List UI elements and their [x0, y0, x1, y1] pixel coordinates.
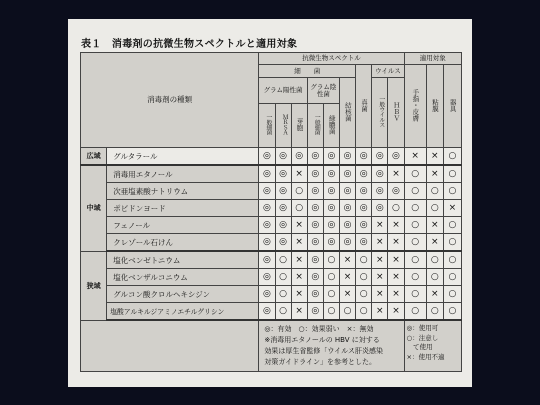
mark-cell: ○	[426, 183, 443, 200]
mark-cell: ◎	[259, 200, 275, 217]
table-row	[81, 286, 462, 303]
agent-name: 塩化ベンザルコニウム	[107, 269, 259, 286]
mark-cell: ×	[372, 217, 388, 234]
mark-cell: ×	[426, 148, 443, 166]
mark-cell: ◎	[307, 217, 323, 234]
mark-cell: ×	[443, 200, 461, 217]
mark-cell: ◎	[259, 303, 275, 321]
mark-cell: ×	[388, 234, 404, 252]
mark-cell: ◎	[275, 165, 291, 183]
mark-cell: ◎	[259, 148, 275, 166]
mark-cell: ○	[426, 303, 443, 321]
mark-cell: ○	[404, 217, 426, 234]
mark-cell: ×	[388, 286, 404, 303]
col-fungi: 真菌	[356, 65, 372, 148]
mark-cell: ◎	[307, 303, 323, 321]
mark-cell: ◎	[323, 183, 339, 200]
mark-cell: ○	[356, 286, 372, 303]
region-label: 中域	[81, 165, 107, 251]
legend-line: ×：使用不適	[406, 352, 445, 361]
mark-cell: ×	[426, 165, 443, 183]
mark-cell: ○	[275, 303, 291, 321]
footnote-line: 対策ガイドライン」を参考とした。	[264, 358, 376, 366]
mark-cell: ○	[291, 183, 307, 200]
mark-cell: ◎	[275, 183, 291, 200]
mark-cell: ◎	[259, 251, 275, 269]
mark-cell: ○	[340, 303, 356, 321]
agent-name: 次亜塩素酸ナトリウム	[107, 183, 259, 200]
mark-cell: ◎	[388, 183, 404, 200]
mark-cell: ○	[275, 286, 291, 303]
mark-cell: ◎	[372, 183, 388, 200]
mark-cell: ×	[291, 165, 307, 183]
agent-name: 塩酸アルキルジアミノエチルグリシン	[107, 303, 259, 321]
mark-cell: ◎	[259, 269, 275, 286]
mark-cell: ◎	[323, 165, 339, 183]
mark-cell: ◎	[275, 148, 291, 166]
mark-cell: ◎	[372, 200, 388, 217]
mark-cell: ◎	[307, 183, 323, 200]
col-hbv: ＨＢＶ	[388, 78, 404, 148]
mark-cell: ×	[388, 251, 404, 269]
region-label: 広域	[81, 148, 107, 166]
region-label: 狭域	[81, 251, 107, 320]
agent-name: 塩化ベンゼトニウム	[107, 251, 259, 269]
mark-cell: ◎	[275, 234, 291, 252]
virus-header: ウイルス	[372, 65, 404, 78]
mark-cell: ◎	[356, 217, 372, 234]
mark-cell: ○	[426, 200, 443, 217]
mark-cell: ◎	[291, 148, 307, 166]
mark-cell: ○	[443, 286, 461, 303]
gram-negative-header: グラム陰性菌	[307, 78, 339, 104]
table-title: 表１ 消毒剤の抗微生物スペクトルと適用対象	[81, 39, 298, 50]
mark-cell: ◎	[259, 286, 275, 303]
table-row	[81, 234, 462, 252]
table-row	[81, 200, 462, 217]
legend-line: て使用	[406, 343, 433, 351]
mark-cell: ◎	[340, 183, 356, 200]
mark-cell: ◎	[307, 286, 323, 303]
applicable-header: 適用対象	[404, 53, 461, 65]
mark-cell: ×	[291, 286, 307, 303]
table-row	[81, 269, 462, 286]
agent-name: グルコン酸クロルヘキシジン	[107, 286, 259, 303]
table-row	[81, 148, 462, 166]
mark-cell: ◎	[340, 165, 356, 183]
mark-cell: ○	[404, 200, 426, 217]
mark-cell: ○	[404, 303, 426, 321]
mark-cell: ○	[356, 303, 372, 321]
mark-cell: ◎	[340, 217, 356, 234]
mark-cell: ×	[426, 286, 443, 303]
mark-cell: ○	[323, 303, 339, 321]
mark-cell: ◎	[323, 200, 339, 217]
mark-cell: ○	[275, 269, 291, 286]
mark-cell: ○	[443, 183, 461, 200]
mark-cell: ○	[426, 269, 443, 286]
mark-cell: ×	[426, 217, 443, 234]
disinfectant-spectrum-table	[80, 52, 462, 372]
mark-cell: ◎	[307, 148, 323, 166]
mark-cell: ×	[291, 269, 307, 286]
mark-cell: ○	[443, 217, 461, 234]
mark-cell: ◎	[275, 217, 291, 234]
mark-cell: ○	[443, 148, 461, 166]
mark-cell: ×	[372, 303, 388, 321]
mark-cell: ◎	[372, 165, 388, 183]
mark-cell: ◎	[388, 148, 404, 166]
col-spores: 芽胞	[291, 104, 307, 148]
agent-name: ポビドンヨード	[107, 200, 259, 217]
table-row	[81, 251, 462, 269]
mark-cell: ×	[340, 251, 356, 269]
mark-cell: ○	[443, 251, 461, 269]
mark-cell: ×	[388, 303, 404, 321]
mark-cell: ◎	[323, 234, 339, 252]
agent-name: クレゾール石けん	[107, 234, 259, 252]
spectrum-header: 抗微生物スペクトル	[259, 53, 404, 65]
col-hands-skin: 手指・皮膚	[404, 65, 426, 148]
footnote	[259, 320, 404, 372]
table-row	[81, 217, 462, 234]
mark-cell: ×	[340, 286, 356, 303]
mark-cell: ○	[323, 269, 339, 286]
mark-cell: ×	[291, 234, 307, 252]
mark-cell: ◎	[307, 200, 323, 217]
mark-cell: ×	[372, 269, 388, 286]
mark-cell: ○	[404, 234, 426, 252]
mark-cell: ◎	[323, 148, 339, 166]
mark-cell: ○	[404, 251, 426, 269]
mark-cell: ○	[443, 165, 461, 183]
mark-cell: ◎	[259, 234, 275, 252]
mark-cell: ◎	[356, 234, 372, 252]
agent-name: フェノール	[107, 217, 259, 234]
mark-cell: ×	[388, 217, 404, 234]
mark-cell: ◎	[259, 165, 275, 183]
mark-cell: ○	[388, 200, 404, 217]
mark-cell: ○	[323, 286, 339, 303]
agent-name: 消毒用エタノール	[107, 165, 259, 183]
mark-cell: ○	[443, 234, 461, 252]
mark-cell: ×	[372, 251, 388, 269]
col-tuberculosis: 結核菌	[340, 78, 356, 148]
mark-cell: ○	[404, 183, 426, 200]
usage-legend	[404, 320, 461, 372]
mark-cell: ◎	[340, 148, 356, 166]
table-row	[81, 183, 462, 200]
col-gn-general-bacteria: 一般細菌	[307, 104, 323, 148]
mark-cell: ◎	[259, 217, 275, 234]
mark-cell: ×	[388, 269, 404, 286]
col-mucosa: 粘膜	[426, 65, 443, 148]
mark-cell: ×	[372, 286, 388, 303]
mark-cell: ×	[291, 217, 307, 234]
mark-cell: ×	[291, 303, 307, 321]
mark-cell: ×	[372, 234, 388, 252]
mark-cell: ○	[291, 200, 307, 217]
agent-name: グルタラール	[107, 148, 259, 166]
mark-cell: ○	[443, 303, 461, 321]
footnote-line: 効果は厚生省監修「ウイルス肝炎感染	[264, 347, 383, 355]
legend-line: ◎：有効 ○：効果弱い ×：無効	[264, 325, 374, 333]
mark-cell: ○	[404, 269, 426, 286]
mark-cell: ◎	[275, 200, 291, 217]
mark-cell: ×	[291, 251, 307, 269]
mark-cell: ◎	[307, 165, 323, 183]
mark-cell: ◎	[356, 148, 372, 166]
blank-cell	[81, 320, 259, 372]
mark-cell: ○	[404, 286, 426, 303]
mark-cell: ×	[404, 148, 426, 166]
col-pseudomonas: 緑膿菌	[323, 104, 339, 148]
mark-cell: ○	[404, 165, 426, 183]
legend-line: ◎：使用可	[406, 324, 439, 332]
mark-cell: ○	[356, 251, 372, 269]
mark-cell: ○	[426, 251, 443, 269]
mark-cell: ◎	[307, 269, 323, 286]
mark-cell: ○	[356, 269, 372, 286]
mark-cell: ×	[340, 269, 356, 286]
bacteria-header: 細 菌	[259, 65, 356, 78]
col-general-virus: 一般ウイルス	[372, 78, 388, 148]
mark-cell: ◎	[323, 217, 339, 234]
table-row	[81, 303, 462, 321]
mark-cell: ○	[443, 269, 461, 286]
mark-cell: ×	[388, 165, 404, 183]
mark-cell: ◎	[356, 183, 372, 200]
mark-cell: ○	[323, 251, 339, 269]
col-mrsa: ＭＲＳＡ	[275, 104, 291, 148]
agent-type-header: 消毒剤の種類	[81, 53, 259, 148]
mark-cell: ◎	[356, 200, 372, 217]
col-instruments: 器具	[443, 65, 461, 148]
gram-positive-header: グラム陽性菌	[259, 78, 307, 104]
mark-cell: ◎	[340, 200, 356, 217]
mark-cell: ◎	[307, 251, 323, 269]
mark-cell: ◎	[259, 183, 275, 200]
footnote-line: ※消毒用エタノールの HBV に対する	[264, 336, 380, 344]
mark-cell: ◎	[340, 234, 356, 252]
col-gp-general-bacteria: 一般細菌	[259, 104, 275, 148]
mark-cell: ◎	[307, 234, 323, 252]
mark-cell: ◎	[356, 165, 372, 183]
mark-cell: ○	[275, 251, 291, 269]
table-row	[81, 165, 462, 183]
legend-line: ○：注意し	[406, 333, 439, 342]
mark-cell: ◎	[372, 148, 388, 166]
mark-cell: ×	[426, 234, 443, 252]
